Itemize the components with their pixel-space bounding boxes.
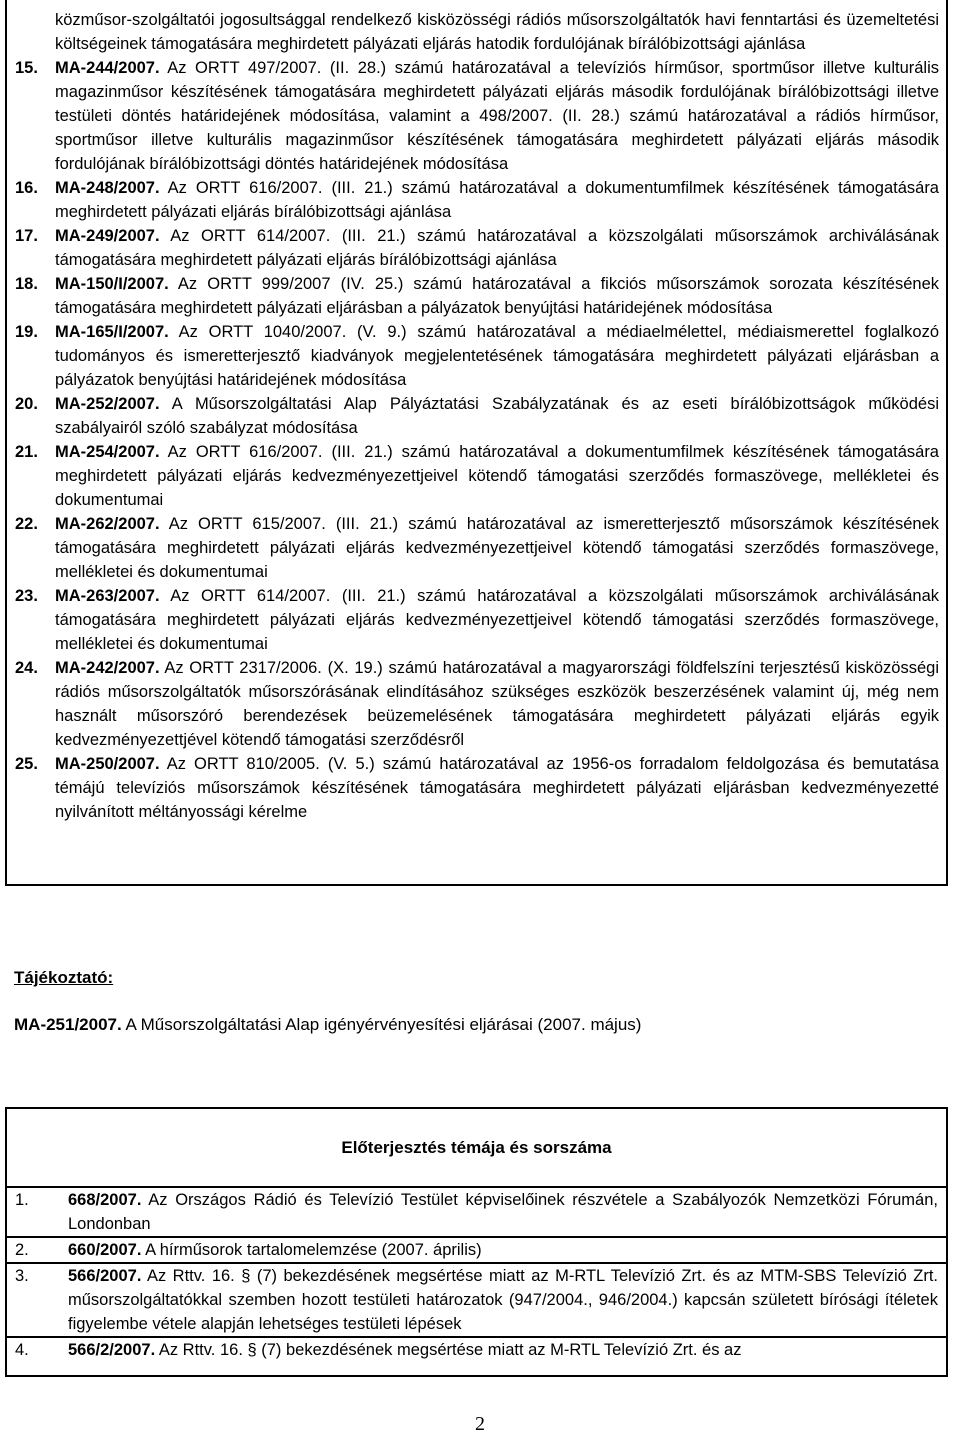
proposal-code: 668/2007. (68, 1191, 142, 1209)
proposal-description: A hírműsorok tartalomelemzése (2007. április) (141, 1241, 482, 1259)
page-number: 2 (475, 1413, 485, 1435)
agenda-item (15, 224, 939, 272)
item-description: Az ORTT 810/2005. (V. 5.) számú határozatával az 1956-os forradalom feldolgozása és bemutatása témájú televíziós műsorszámok készítésének támogatására meghirdetett pályázati eljárásban kedvezményezetté nyilvánított méltányossági kérelme (55, 755, 939, 821)
item-description: Az ORTT 616/2007. (III. 21.) számú határozatával a dokumentumfilmek készítésének támogatására meghirdetett pályázati eljárás bírálóbizottsági ajánlása (55, 179, 939, 221)
item-code: MA-244/2007. (55, 59, 160, 77)
item-number: 19. (15, 323, 38, 341)
proposal-description: Az Rttv. 16. § (7) bekezdésének megsértése miatt az M-RTL Televízió Zrt. és az (155, 1341, 742, 1359)
item-text (55, 584, 939, 656)
item-description: Az ORTT 999/2007 (IV. 25.) számú határozatával a fikciós műsorszámok sorozata készítésének támogatására meghirdetett pályázati eljárásban a pályázatok benyújtási határidejének módosítása (55, 275, 939, 317)
item-code: MA-252/2007. (55, 395, 160, 413)
proposal-text (68, 1238, 938, 1262)
item-text (55, 512, 939, 584)
item-description: Az ORTT 497/2007. (II. 28.) számú határozatával a televíziós hírműsor, sportműsor illetve kulturális magazinműsor készítésének támogatására meghirdetett pályázati eljárás második fordulójának bírálóbizottsági illetve testületi döntés határidejének módosítása, valamint a 498/2007. (II. 28.) számú határozatával a rádiós hírműsor, sportműsor illetve kulturális magazinműsor készítésének támogatására meghirdetett pályázati eljárás második fordulójának bírálóbizottsági döntés határidejének módosítása (55, 59, 939, 173)
item-text (55, 272, 939, 320)
item-number: 20. (15, 395, 38, 413)
intro-paragraph: közműsor-szolgáltatói jogosultsággal rendelkező kisközösségi rádiós műsorszolgáltatók havi fenntartási és üzemeltetési költségeinek támogatására meghirdetett pályázati eljárás hatodik fordulójának bírálóbizottsági ajánlása (55, 11, 939, 53)
item-text (55, 392, 939, 440)
item-code: MA-263/2007. (55, 587, 160, 605)
agenda-item (15, 440, 939, 512)
proposal-row (7, 1264, 946, 1338)
agenda-item (15, 656, 939, 752)
proposal-number: 2. (15, 1241, 29, 1259)
info-heading: Tájékoztató: (14, 968, 114, 987)
item-text (55, 176, 939, 224)
item-number: 23. (15, 587, 38, 605)
proposal-row (7, 1188, 946, 1238)
item-description: Az ORTT 616/2007. (III. 21.) számú határozatával a dokumentumfilmek készítésének támogatására meghirdetett pályázati eljárás kedvezményezettjeivel kötendő támogatási szerződés formaszövege, mellékletei és dokumentumai (55, 443, 939, 509)
agenda-item (15, 392, 939, 440)
item-description: Az ORTT 614/2007. (III. 21.) számú határozatával a közszolgálati műsorszámok archiválásának támogatására meghirdetett pályázati eljárás bírálóbizottsági ajánlása (55, 227, 939, 269)
proposal-description: Az Országos Rádió és Televízió Testület képviselőinek részvétele a Szabályozók Nemzetközi Fórumán, Londonban (68, 1191, 938, 1233)
proposal-description: Az Rttv. 16. § (7) bekezdésének megsértése miatt az M-RTL Televízió Zrt. és az MTM-SBS Televízió Zrt. műsorszolgáltatókkal szemben hozott testületi határozatok (947/2004., 946/2004.) kapcsán született bírósági ítéletek figyelembe vétele alapján lehetséges testületi lépések (68, 1267, 938, 1333)
proposals-table (5, 1107, 948, 1377)
agenda-item-list (15, 56, 939, 824)
proposals-title: Előterjesztés témája és sorszáma (7, 1136, 946, 1188)
item-number: 21. (15, 443, 38, 461)
info-line (14, 1013, 641, 1037)
proposal-row (7, 1338, 946, 1362)
proposals-rows (15, 1188, 938, 1362)
proposal-number: 3. (15, 1267, 29, 1285)
proposal-code: 566/2007. (68, 1267, 142, 1285)
item-code: MA-242/2007. (55, 659, 160, 677)
item-number: 25. (15, 755, 38, 773)
item-text (55, 56, 939, 176)
item-code: MA-248/2007. (55, 179, 160, 197)
item-number: 18. (15, 275, 38, 293)
item-code: MA-262/2007. (55, 515, 160, 533)
agenda-item (15, 56, 939, 176)
item-description: Az ORTT 614/2007. (III. 21.) számú határozatával a közszolgálati műsorszámok archiválásának támogatására meghirdetett pályázati eljárás kedvezményezettjeivel kötendő támogatási szerződés formaszövege, mellékletei és dokumentumai (55, 587, 939, 653)
agenda-items-box (5, 0, 948, 886)
proposal-number: 4. (15, 1341, 29, 1359)
proposal-row (7, 1238, 946, 1264)
agenda-item (15, 320, 939, 392)
agenda-item (15, 752, 939, 824)
proposal-number: 1. (15, 1191, 29, 1209)
proposal-code: 566/2/2007. (68, 1341, 156, 1359)
proposal-code: 660/2007. (68, 1241, 142, 1259)
item-text (55, 320, 939, 392)
item-code: MA-254/2007. (55, 443, 160, 461)
proposal-text (68, 1188, 938, 1236)
item-number: 15. (15, 59, 38, 77)
item-text (55, 752, 939, 824)
item-code: MA-250/2007. (55, 755, 160, 773)
item-text (55, 440, 939, 512)
proposal-text (68, 1264, 938, 1336)
proposal-text (68, 1338, 938, 1362)
item-code: MA-249/2007. (55, 227, 160, 245)
item-number: 24. (15, 659, 38, 677)
item-number: 17. (15, 227, 38, 245)
item-number: 16. (15, 179, 38, 197)
item-text (55, 656, 939, 752)
item-code: MA-150/I/2007. (55, 275, 169, 293)
item-description: Az ORTT 2317/2006. (X. 19.) számú határozatával a magyarországi földfelszíni terjesztésű kisközösségi rádiós műsorszolgáltatók műsorszórásának elindításához szükséges eszközök beszerzésének valamint új, még nem használt műsorszóró berendezések beüzemelésének támogatására meghirdetett pályázati eljárás egyik kedvezményezettjével kötendő támogatási szerződésről (55, 659, 939, 749)
item-description: Az ORTT 1040/2007. (V. 9.) számú határozatával a médiaelmélettel, médiaismerettel foglalkozó tudományos és ismeretterjesztő kiadványok megjelentetésének támogatására meghirdetett pályázati eljárásban a pályázatok benyújtási határidejének módosítása (55, 323, 939, 389)
item-description: Az ORTT 615/2007. (III. 21.) számú határozatával az ismeretterjesztő műsorszámok készítésének támogatására meghirdetett pályázati eljárás kedvezményezettjeivel kötendő támogatási szerződés formaszövege, mellékletei és dokumentumai (55, 515, 939, 581)
item-code: MA-165/I/2007. (55, 323, 169, 341)
agenda-item (15, 584, 939, 656)
agenda-item (15, 176, 939, 224)
agenda-item (15, 272, 939, 320)
info-code: MA-251/2007. (14, 1015, 122, 1034)
info-text: A Műsorszolgáltatási Alap igényérvényesítési eljárásai (2007. május) (121, 1015, 642, 1034)
item-text (55, 224, 939, 272)
item-number: 22. (15, 515, 38, 533)
agenda-item (15, 512, 939, 584)
item-description: A Műsorszolgáltatási Alap Pályáztatási Szabályzatának és az eseti bírálóbizottságok működési szabályairól szóló szabályzat módosítása (55, 395, 939, 437)
